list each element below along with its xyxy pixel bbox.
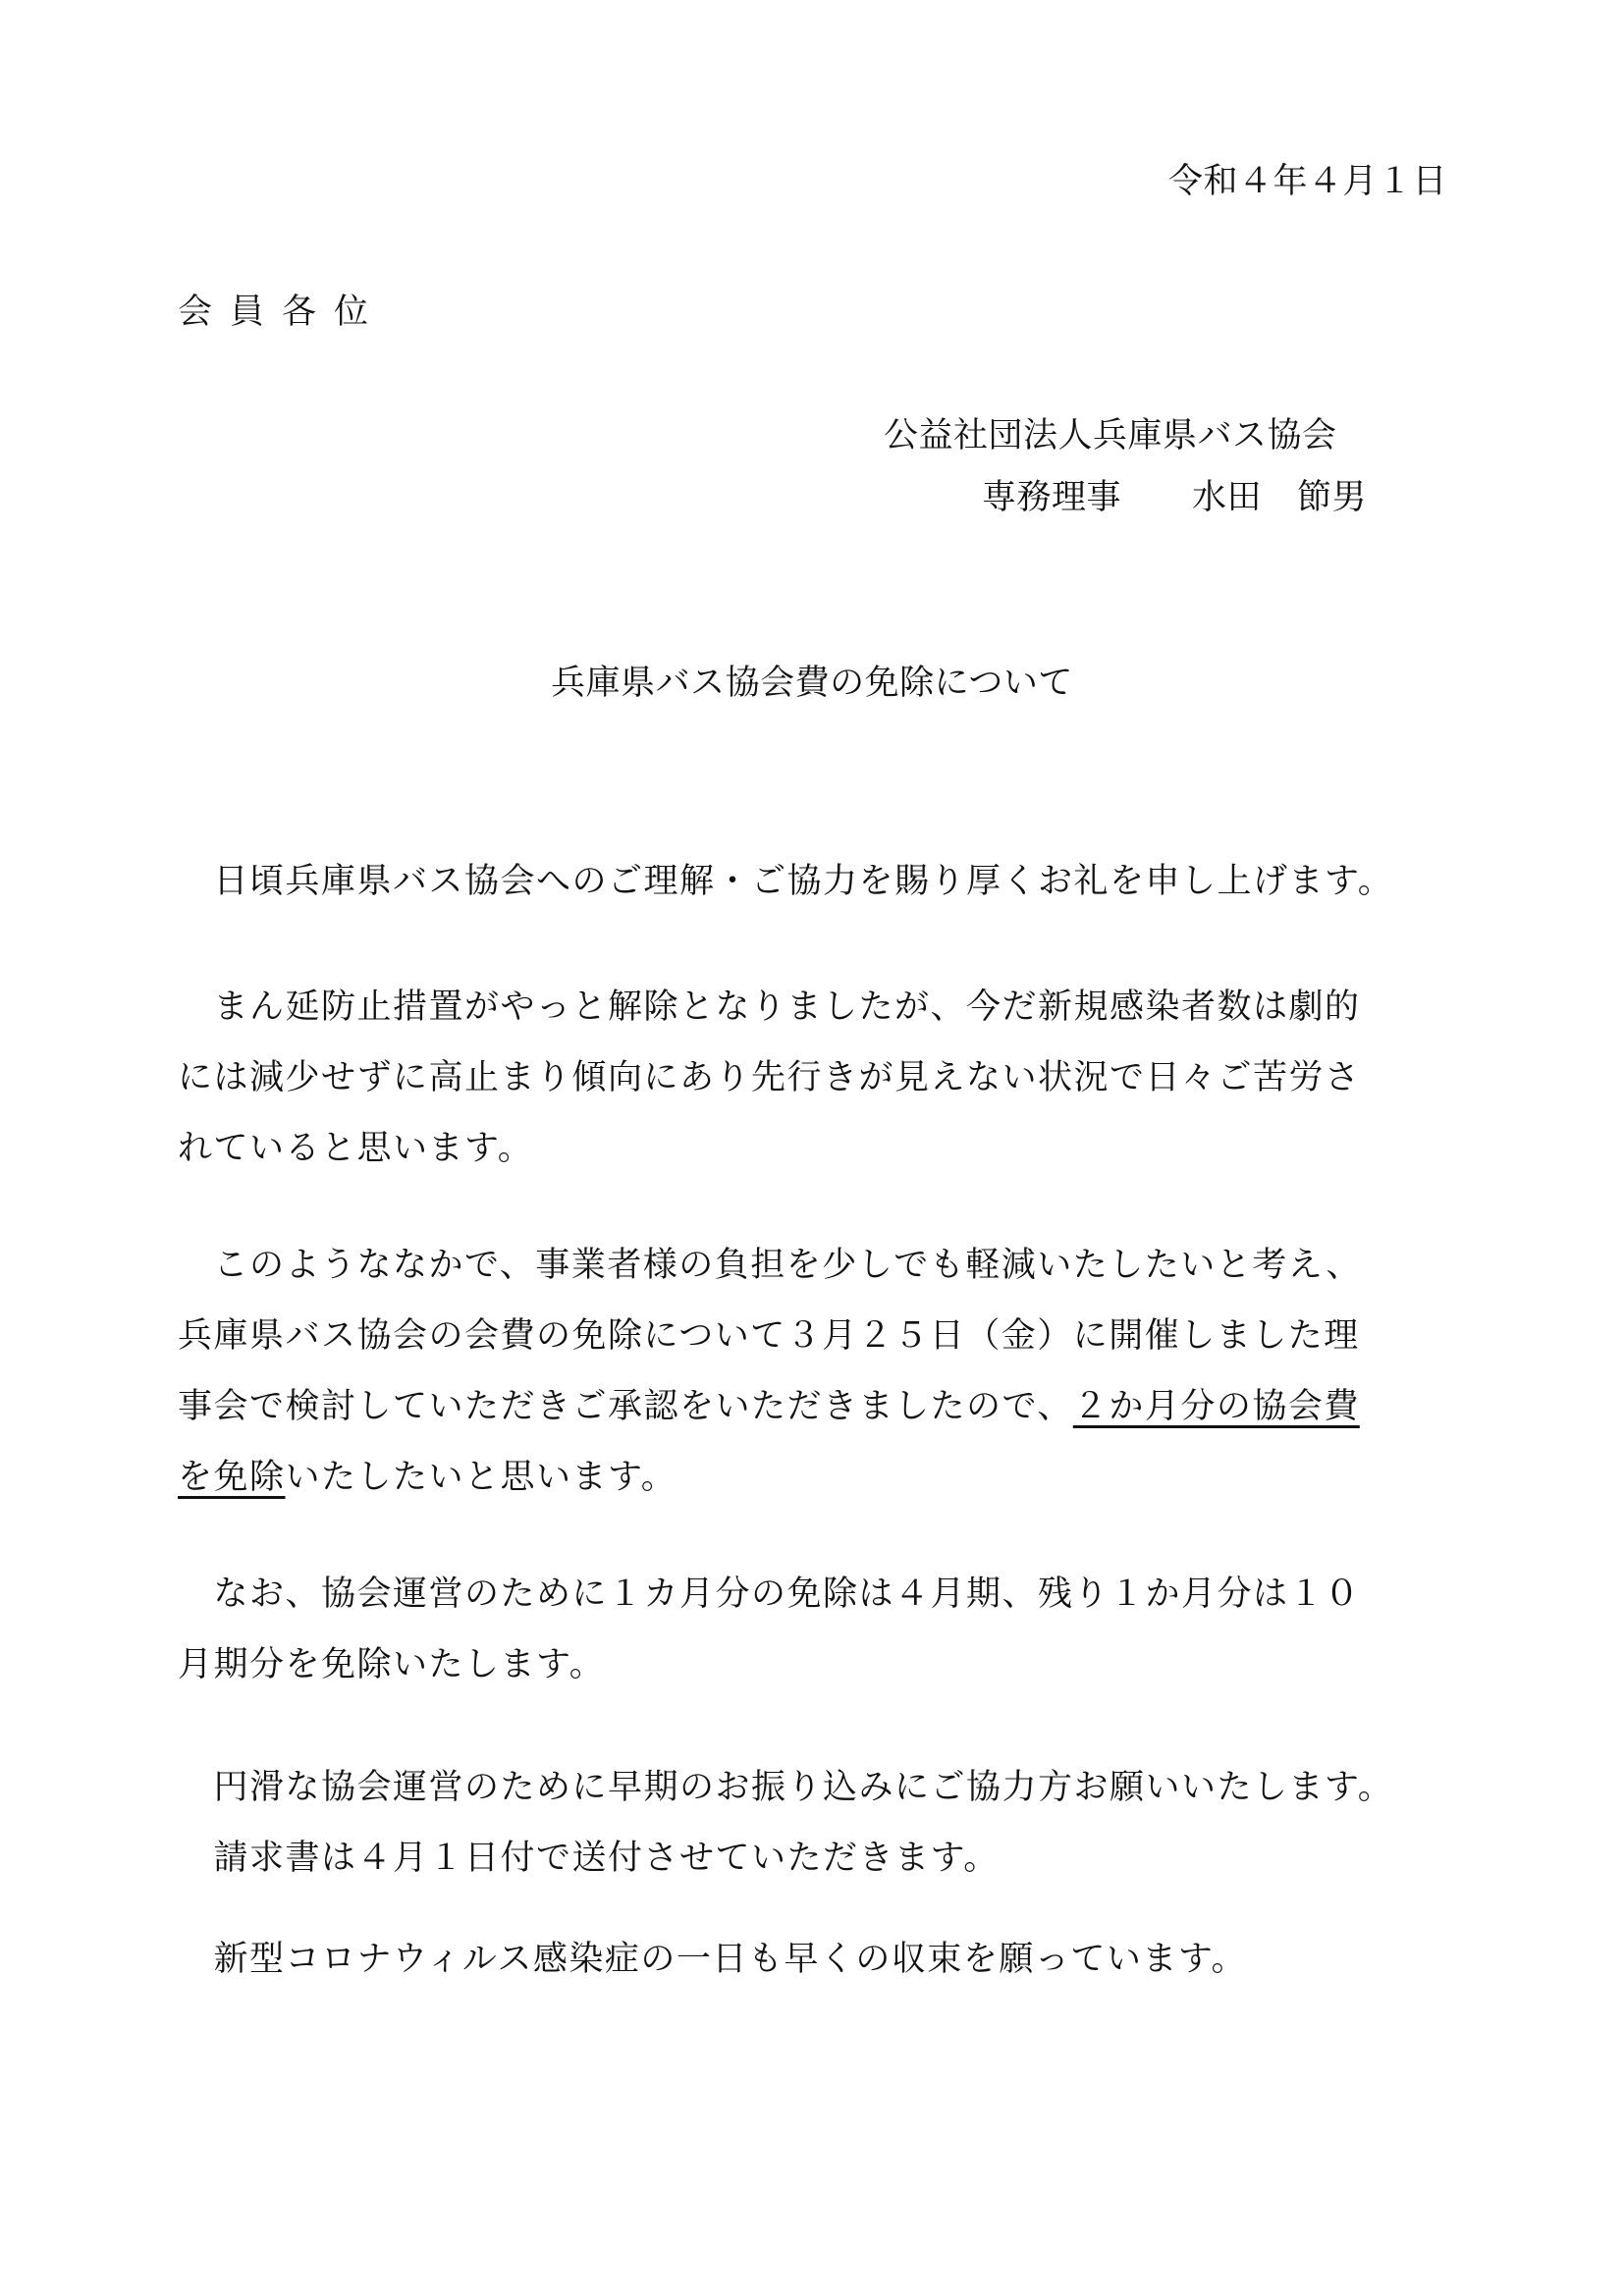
paragraph-line: 請求書は４月１日付で送付させていただきます。 (178, 1839, 1000, 1878)
paragraph-line: このようななかで、事業者様の負担を少しでも軽減いたしたいと考え、 (178, 1246, 1362, 1285)
underlined-text: を免除 (178, 1458, 286, 1497)
sender-family-name: 水田 (1192, 478, 1263, 517)
paragraph-exemption (178, 1230, 1454, 1513)
underlined-text: ２か月分の協会費 (1072, 1387, 1360, 1426)
paragraph-line: 新型コロナウィルス感染症の一日も早くの収束を願っています。 (178, 1940, 1248, 1979)
paragraph-greeting (178, 846, 1454, 917)
addressee: 会員各位 (178, 293, 387, 332)
paragraph-line: には減少せずに高止まり傾向にあり先行きが見えない状況で日々ご苦労さ (178, 1058, 1361, 1097)
document-title: 兵庫県バス協会費の免除について (551, 664, 1073, 703)
paragraph-line: 兵庫県バス協会の会費の免除について３月２５日（金）に開催しました理 (178, 1316, 1360, 1356)
paragraph-text: いたしたいと思います。 (285, 1458, 677, 1497)
paragraph-line: 月期分を免除いたします。 (178, 1645, 606, 1684)
sender-title: 専務理事 (982, 478, 1122, 517)
paragraph-line: 日頃兵庫県バス協会へのご理解・ご協力を賜り厚くお礼を申し上げます。 (178, 862, 1394, 901)
paragraph-closing (178, 1924, 1454, 1995)
sender-organization: 公益社団法人兵庫県バス協会 (884, 416, 1337, 455)
paragraph-schedule (178, 1559, 1454, 1700)
paragraph-line (178, 1371, 1454, 1442)
paragraph-line: 円滑な協会運営のために早期のお振り込みにご協力方お願いいたします。 (178, 1768, 1394, 1807)
paragraph-line (178, 1442, 1454, 1513)
sender-signature (982, 474, 1367, 521)
letter-date: 令和４年４月１日 (1167, 162, 1447, 201)
paragraph-situation (178, 972, 1454, 1184)
paragraph-payment (178, 1752, 1454, 1894)
paragraph-line: れていると思います。 (178, 1129, 534, 1168)
paragraph-line: まん延防止措置がやっと解除となりましたが、今だ新規感染者数は劇的 (178, 988, 1361, 1027)
sender-given-name: 節男 (1297, 478, 1368, 517)
paragraph-text: 事会で検討していただきご承認をいただきましたので、 (178, 1387, 1073, 1426)
paragraph-line: なお、協会運営のために１カ月分の免除は４月期、残り１か月分は１０ (178, 1575, 1361, 1614)
